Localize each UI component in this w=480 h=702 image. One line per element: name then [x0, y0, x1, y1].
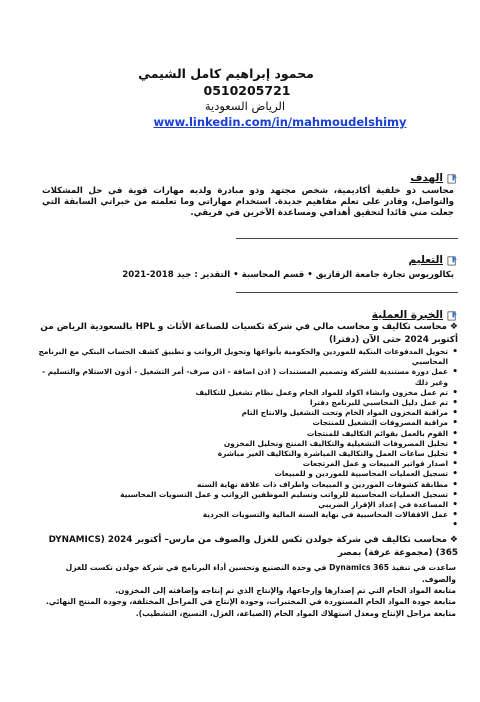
- duty-item: • اصدار فواتير المبيعات و عمل المرتجعات: [38, 459, 458, 469]
- duty-item: متابعة مراحل الإنتاج ومعدل استهلاك المواد الخام (الصباغة، الغزل، النسيج، التشطيب).: [135, 608, 456, 618]
- arrow-document-icon: [447, 310, 458, 321]
- arrow-document-icon: [447, 255, 458, 266]
- duty-item: • تحليل المصروفات التشغيلية والتكاليف المنتج وتحليل المخزون: [38, 439, 458, 449]
- objective-title: الهدف: [410, 172, 443, 184]
- duty-item: • تحويل المدفوعات البنكية للموردين والحكومية بأنواعها وتحويل الرواتب و تطبيق كشف الحساب البنكي مع البرنامج المحاسبي: [38, 347, 458, 367]
- duty-item: • عمل دورة مستندية للشركة وتصميم المستندات ( اذن اضافة - اذن صرف- أمر التشغيل - أذون الاستلام والتسليم - وغير ذلك: [38, 367, 458, 387]
- duty-item: متابعة جودة المواد الخام المستوردة في المختبرات، وجودة الإنتاج في المراحل المختلفة، وجودة المنتج النهائي.: [46, 597, 456, 607]
- duty-item: • تحليل ساعات العمل والتكاليف المباشرة والتكاليف الغير مباشرة: [38, 449, 458, 459]
- job-1-duties: [38, 347, 458, 530]
- person-name: محمود إبراهيم كامل الشيمي: [138, 66, 314, 81]
- education-section: [38, 254, 458, 281]
- resume-header: [0, 66, 480, 130]
- duty-item: • تسجيل العمليات المحاسبية للرواتب وتسليم الموظفين الرواتب و عمل التسويات المحاسبية: [38, 490, 458, 500]
- duty-item: • مراقبة المصروفات التشغيل للمنتجات: [38, 418, 458, 428]
- experience-heading: [38, 309, 458, 321]
- linkedin-link[interactable]: www.linkedin.com/in/mahmoudelshimy: [153, 115, 407, 129]
- job-1-title-text: محاسب تكاليف و محاسب مالي في شركة تكسيات للصناعة الأثاث و HPL بالسعودية الرياض من أكتوبر 2024 حتى الآن (دفترا): [40, 322, 458, 345]
- education-heading: [38, 254, 458, 266]
- experience-title: الخبرة العملية: [371, 309, 443, 321]
- duty-item: • مطابقة كشوفات الموردين و المبيعات واطراف ذات علاقة نهاية السنه: [38, 480, 458, 490]
- duty-item: [38, 520, 458, 530]
- duty-item: ساعدت في تنفيذ Dynamics 365 في وحدة التصنيع وتحسين أداء البرنامج في شركة جولدن تكست للغزل والصوف.: [65, 563, 456, 584]
- objective-text: محاسب ذو خلفية أكاديمية، شخص مجتهد وذو مبادرة ولديه مهارات قوية في حل المشكلات والتواصل، وقادر على تعلم مفاهيم جديدة. استخدام مهاراتي وما تعلمته من خبراتي السابقة التي جعلت مني قائدا لتحقيق أهدافي ومساعدة الآخرين في فريقي.: [42, 186, 454, 219]
- phone-number: 0510205721: [203, 83, 291, 98]
- duty-item: • تم عمل دليل المحاسبي للبرنامج دفترا: [38, 398, 458, 408]
- arrow-document-icon: [447, 173, 458, 184]
- duty-item: متابعة المواد الخام التي تم إصدارها وإرجاعها، والإنتاج الذي تم إنتاجه وإضافته إلى المخزون.: [115, 586, 456, 596]
- experience-section: [38, 309, 458, 619]
- diamond-bullet-icon: ❖: [449, 322, 458, 332]
- objective-heading: [38, 172, 458, 184]
- duty-item: • عمل الاقفالات المحاسبية في نهاية السنه المالية والتسويات الجردية: [38, 510, 458, 520]
- job-2-title-text: محاسب تكاليف في شركة جولدن تكس للغزل والصوف من مارس– أكتوبر 2024 (DYNAMICS 365) (مجموعة عرفة) بمصر: [48, 535, 458, 559]
- education-text: بكالوريوس تجارة جامعة الزقازيق • قسم المحاسبة • التقدير : جيد 2018-2021: [122, 270, 454, 280]
- duty-item: • تسجيل العمليات المحاسبية للموردين و للمبيعات: [38, 469, 458, 479]
- duty-item: • تم عمل مخزون وانشاء اكواد للمواد الخام وعمل نظام تشغيل للتكاليف: [38, 388, 458, 398]
- job-1-title: [38, 321, 458, 347]
- city: الرياض السعودية: [204, 99, 286, 113]
- duty-item: • مراقبة المخزون المواد الخام وتحت التشغيل والانتاج التام: [38, 408, 458, 418]
- job-2-duties: [38, 562, 458, 618]
- duty-item: • المساعدة في إعداد الإقرار الضريبي: [38, 500, 458, 510]
- education-title: التعليم: [408, 254, 443, 266]
- objective-section: [38, 172, 458, 220]
- duty-item: • القوم بالعمل بقوائم التكاليف للمنتجات: [38, 429, 458, 439]
- job-2-title: [38, 534, 458, 560]
- diamond-bullet-icon: ❖: [449, 535, 458, 546]
- divider: [236, 292, 458, 293]
- divider: [236, 238, 458, 239]
